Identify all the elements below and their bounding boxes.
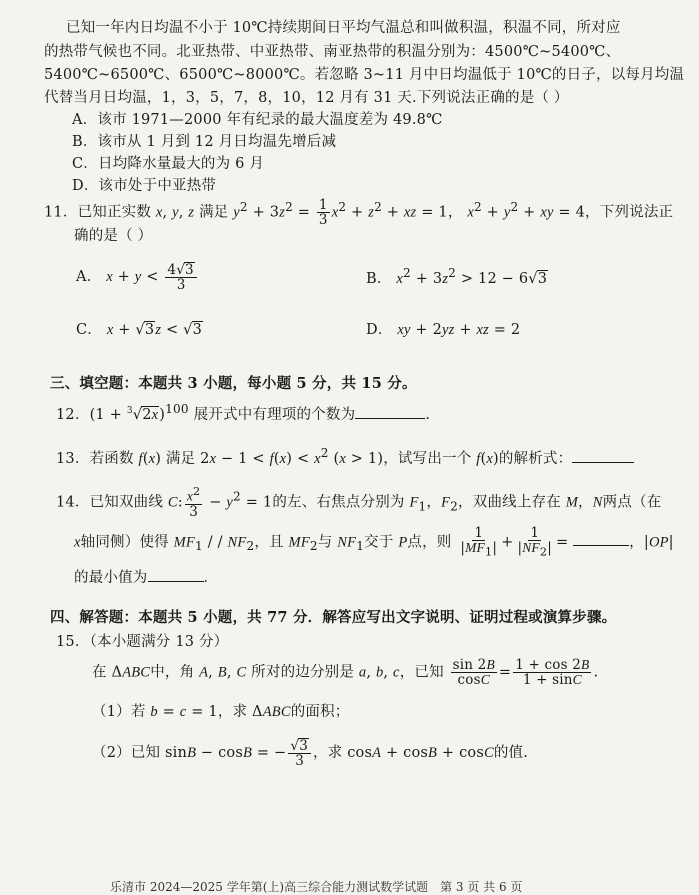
q11-stem-line-2: 确的是（ ） xyxy=(74,228,153,244)
q15-part-2-text: ，求 xyxy=(313,745,343,762)
q14-text-9: 点，则 xyxy=(407,534,452,551)
q10-stem-line-2: 的热带气候也不同。北亚热带、中亚热带、南亚热带的积温分别为：4500℃~5400℃、 xyxy=(44,44,621,60)
q10-stem-line-4: 代替当月日均温，1，3，5，7，8，10，12 月有 31 天.下列说法正确的是（ ） xyxy=(44,90,569,106)
q15-part-2-label: （2）已知 xyxy=(92,745,161,762)
q15-part-1: （1）若 b = c = 1，求 ΔABC的面积； xyxy=(92,704,350,720)
q10-option-c: C．日均降水量最大的为 6 月 xyxy=(72,156,265,172)
q14-text-3: ，双曲线上存在 xyxy=(458,494,561,511)
q10-option-a: A．该市 1971—2000 年有纪录的最大温度差为 49.8℃ xyxy=(72,112,443,128)
q12-answer-blank[interactable] xyxy=(355,406,425,419)
q12-end: . xyxy=(425,406,431,423)
q14-line-2: x轴同侧）使得 $MF_1$ / / $NF_2$，且 $MF_2$与 $NF_1$交于 P点，则 $\frac{1}{|MF_1|}$ + $\frac{1}{|NF_2|}$ = ，|OP| xyxy=(74,525,674,559)
q14-text-5: 轴同侧）使得 xyxy=(80,534,169,551)
q13-text-2: 满足 xyxy=(165,450,196,467)
q14-answer-blank-1[interactable] xyxy=(573,533,629,546)
q11-number: 11． xyxy=(44,204,78,221)
section-4-heading: 四、解答题：本题共 5 小题，共 77 分．解答应写出文字说明、证明过程或演算步骤。 xyxy=(50,609,617,626)
q14-text-8: 交于 xyxy=(364,534,394,551)
q15-part-2: （2）已知 sinB − cosB = − $\frac{√3}{3}$ ，求 cosA + cosB + cosC的值. xyxy=(92,738,529,770)
q15-part-2-end: 的值. xyxy=(493,745,529,762)
q13-text-1: 若函数 xyxy=(89,450,134,467)
q10-option-d: D．该市处于中亚热带 xyxy=(72,178,217,194)
q15-text-4: ，已知 xyxy=(399,664,444,681)
q15-text-3: 所对的边分别是 xyxy=(251,664,355,681)
q14-text-7: 与 xyxy=(317,534,333,551)
q11-option-b: B． $x^2 + 3z^2 > 12 - 6√3$ xyxy=(366,266,548,287)
q11-option-c-label: C． xyxy=(76,322,102,338)
q11-text-2: 满足 xyxy=(199,204,229,221)
q15-text-2: 中，角 xyxy=(150,664,195,681)
q14-line-1: 14．已知双曲线 C: $\frac{x^2}{3}$ − $y^2 = 1$的左、右焦点分别为 $F_1$，$F_2$，双曲线上存在 M，N两点（在 xyxy=(56,485,662,520)
q11-stem-line-1: 11．已知正实数 x, y, z 满足 $y^2 + 3z^2$ = $\frac{1}{3}$ $x^2 + z^2$ + xz = 1， $x^2 + y^2$ + xy = 4，下列说法正 xyxy=(44,197,674,229)
q14-text-10: 的最小值为 xyxy=(74,570,148,586)
q15-part-1-label: （1）若 xyxy=(92,704,146,720)
q15-part-1-end: 的面积； xyxy=(290,704,350,720)
q11-option-a: A． x + y < $\frac{4√3}{3}$ xyxy=(76,262,199,292)
q13-number: 13． xyxy=(56,450,90,467)
q12-text: 展开式中有理项的个数为 xyxy=(193,406,356,423)
q13-text-3: ，试写出一个 xyxy=(383,450,472,467)
q11-text-4: ，下列说法正 xyxy=(585,204,674,221)
q12: 12．$(1 + ^3√2x)^{100}$ 展开式中有理项的个数为 . xyxy=(56,402,431,423)
q14-line-3: 的最小值为 ． xyxy=(74,570,219,586)
q11-text-3: ， xyxy=(447,204,463,221)
q15-header xyxy=(56,630,228,651)
q11-option-d: D． xy + 2yz + xz = 2 xyxy=(366,322,521,338)
q15-part-1-text: ，求 xyxy=(217,704,248,720)
q10-stem-line-3: 5400℃~6500℃、6500℃~8000℃。若忽略 3~11 月中日均温低于 10℃的日子，以每月均温 xyxy=(44,67,685,83)
section-3-heading: 三、填空题：本题共 3 小题，每小题 5 分，共 15 分。 xyxy=(50,375,417,392)
q13-answer-blank[interactable] xyxy=(572,450,634,463)
q11-option-c: C． x + √3z < √3 xyxy=(76,322,203,338)
q10-stem-line-1: 已知一年内日均温不小于 10℃持续期间日平均气温总和叫做积温，积温不同，所对应 xyxy=(66,20,621,36)
q12-number: 12． xyxy=(56,406,90,423)
q14-text-1: 已知双曲线 xyxy=(89,494,164,511)
q14-text-2: 的左、右焦点分别为 xyxy=(272,494,405,511)
q15-number: 15． xyxy=(56,634,90,650)
page-footer: 乐清市 2024—2025 学年第(上)高三综合能力测试数学试题 第 3 页 共 6 页 xyxy=(110,880,523,894)
q14-text-4: 两点（在 xyxy=(602,494,662,511)
q15-score: （本小题满分 13 分） xyxy=(89,634,229,650)
q13: 13．若函数 f(x) 满足 $2x - 1 < f(x) < x^2$ (x > 1)，试写出一个 f(x)的解析式： xyxy=(56,446,634,468)
q14-text-6: ，且 xyxy=(254,534,284,551)
q15-text-1: 在 xyxy=(92,664,107,681)
q13-text-4: 的解析式： xyxy=(498,450,573,467)
q11-option-d-label: D． xyxy=(366,322,393,338)
q14-number: 14． xyxy=(56,494,90,511)
q15-stem: 在 ΔABC中，角 A, B, C 所对的边分别是 a, b, c，已知 $\frac{\sin 2B}{\cos C}$ = $\frac{1 + \cos 2B}{1 + \sin C}$ . xyxy=(92,657,599,689)
q10-option-b: B．该市从 1 月到 12 月日均温先增后减 xyxy=(72,134,337,150)
q11-option-b-label: B． xyxy=(366,270,392,287)
q11-text-1: 已知正实数 xyxy=(77,204,152,221)
q14-answer-blank-2[interactable] xyxy=(148,569,204,582)
q11-option-a-label: A． xyxy=(76,269,102,286)
